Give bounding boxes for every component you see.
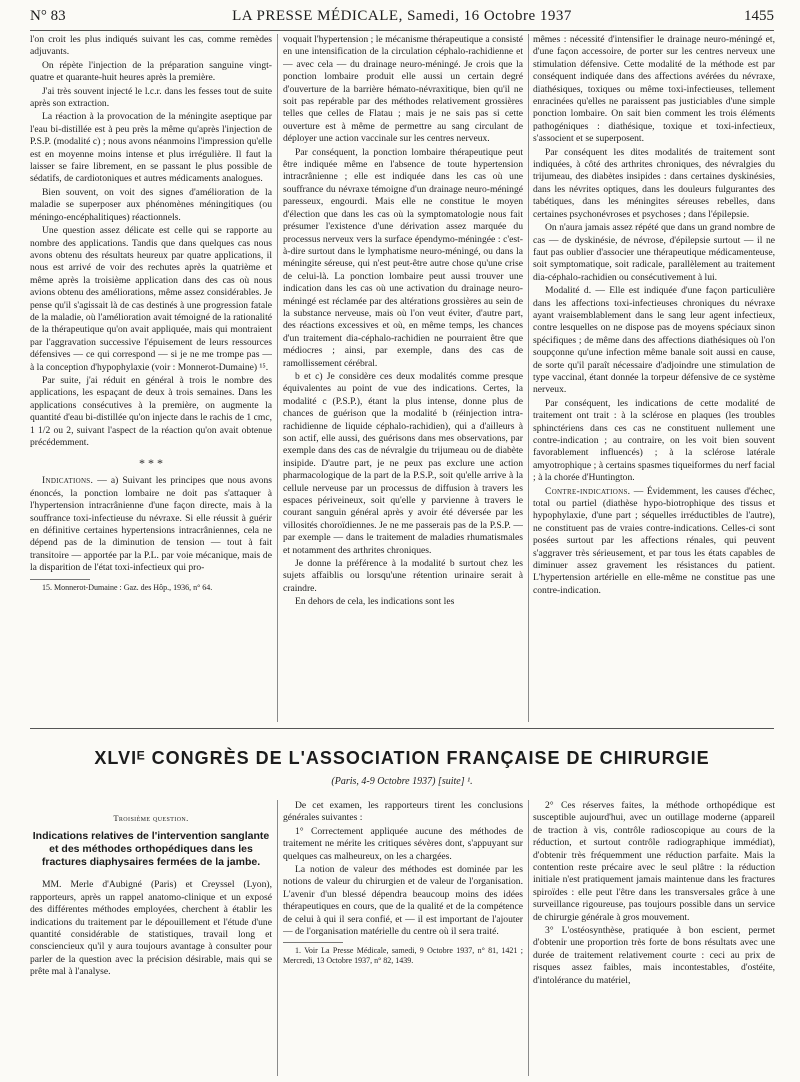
section-separator: * * * [139, 456, 163, 471]
footnote: 15. Monnerot-Dumaine : Gaz. des Hôp., 1936, n° 64. [42, 582, 213, 592]
footnote-rule [283, 942, 343, 943]
paragraph: J'ai très souvent injecté le l.c.r. dans les fesses tout de suite après son extraction. [30, 85, 272, 110]
issue-number: N° 83 [30, 8, 66, 24]
page-number: 1455 [744, 8, 774, 24]
paragraph: voquait l'hypertension ; le mécanisme thérapeutique a consisté en une intensification de la circulation céphalo-rachidienne et — avec cela — du drainage neuro-méningé. Je crois que la ponction lombaire produit elle aussi un certain degré d'ouverture de la barrière hémato-névraxitique, bien qu'il ne soit pas repérable par des méthodes relativement grossières telles que celles de Flatau ; mais je ne sais pas si cette ouverture est à même de permettre au sang circulant de déployer une action vaccinale sur les centres nerveux. [283, 34, 523, 145]
paragraph: Par conséquent, les indications de cette modalité de traitement ont trait : à la sclérose en plaques (les troubles sphinctériens dans ces cas ne constituent nullement une contre-indication ; au contraire, on les voit bien souvent favorablement influencés) ; à la sclérose latérale amyotrophique ; à certains spasmes tiqueiformes du nerf facial ; à la chorée d'Huntington. [533, 397, 775, 484]
question-label: Troisième question. [113, 813, 189, 823]
paragraph: Je donne la préférence à la modalité b surtout chez les sujets affaiblis ou lorsqu'une rétention urinaire serait à craindre. [283, 558, 523, 594]
paragraph: b et c) Je considère ces deux modalités comme presque équivalentes au point de vue des indications. Certes, la modalité c (P.S.P.), étant la plus intense, donne plus de chances de guérison que la modalité b (réinjection intra-rachidienne de liquide céphalo-rachidien), qui a d'ailleurs à son actif, elle aussi, des guérisons dans mes observations, par exemple dans des cas de névralgie du trijumeau ou de diabète insipide. D'autre part, je ne peux pas exclure une action pharmacologique de la part de la P.S.P., soit qu'elle arrive à la cellule nerveuse par un processus de diffusion à travers les espaces périveineux, soit qu'elle y parvienne à travers le courant sanguin général après y avoir été déversée par les villosités choroïdiennes. Je ne me passerais pas de la P.S.P. — par exemple — dans le traitement de maladies rhumatismales et notamment des arthrites chroniques. [283, 370, 523, 556]
paragraph: On répète l'injection de la préparation sanguine vingt-quatre et quarante-huit heures après la première. [30, 59, 272, 84]
congress-column-1 [30, 800, 272, 1076]
paragraph [533, 486, 775, 598]
paragraph: Par conséquent les dites modalités de traitement sont indiquées, à côté des arthrites chroniques, des névralgies du trijumeau, des diabètes insipides : dans certaines dyskinésies, dans les névrites optiques, dans les douleurs fulgurantes des tabétiques, dans les méningites séreuses rebelles, dans certaines psychonévroses et psychoses ; dans l'épilepsie. [533, 146, 775, 220]
paragraph: On n'aura jamais assez répété que dans un grand nombre de cas — de dyskinésie, de névrose, d'épilepsie surtout — il ne faut pas oublier d'associer une thérapeutique médicamenteuse, soit symptomatique, soit radicale, parallèlement au traitement dia-céphalo-rachidien ou consécutivement à lui. [533, 222, 775, 283]
paragraph: En dehors de cela, les indications sont les [295, 596, 455, 608]
paragraph [30, 475, 272, 574]
column-divider [277, 800, 278, 1076]
section-lead: Indications. [42, 475, 94, 487]
paragraph: Par conséquent, la ponction lombaire thérapeutique peut être indiquée même en l'absence de toute hypertension intracrânienne ; elle est indiquée dans les cas où une souffrance du névraxe témoigne d'un drainage neuro-méningé paresseux, engourdi. Mais elle ne constitue le moyen d'élection que dans les cas où la symptomatologie nous fait présumer l'existence d'une dérivation assez marquée du processus nerveux vers la surface épendymo-méningée : c'est-à-dire surtout dans le lymphatisme neuro-méningé, ou dans la méningite séreuse, qui n'est peut-être autre chose qu'une crise de celui-là. La ponction lombaire peut aussi trouver une indication dans les cas où une activation du drainage neuro-méningé est réclamée par des altérations grossières au sein de la substance nerveuse, mais où l'on veut éviter, d'autre part, des réactions excessives et où, en même temps, les chances d'un traitement dia-céphalo-rachidien ne pourraient être que médiocres ; ainsi, par exemple, dans des cas de ramollissement cérébral. [283, 146, 523, 369]
paragraph: La réaction à la provocation de la méningite aseptique par l'eau bi-distillée est à peu près la même qu'après l'injection de P.S.P. (modalité c) ; nous avons néanmoins l'impression qu'elle est en moyenne moins intense et plus irrégulière. Il faut la laisser se faire librement, en se passant le plus possible de sédatifs, de cardiotoniques et autres médicaments analogues. [30, 111, 272, 185]
column-divider [528, 34, 529, 722]
article-column-1 [30, 34, 272, 722]
paragraph: Par suite, j'ai réduit en général à trois le nombre des applications, les espaçant de deux à trois semaines. Dans les applications consécutives à la première, on augmente la quantité d'eau bi-distillée qu'on injecte dans le rachis de 1 cmc, 1 1/2 ou 2, suivant l'aspect de la réaction qu'on avait obtenue précédemment. [30, 374, 272, 448]
paragraph-text: — a) Suivant les principes que nous avons énoncés, la ponction lombaire ne doit pas s'attaquer à l'hypertension intracrânienne d'une façon directe, mais à la souffrance toxi-infectieuse du névraxe. Si elle réussit à guérir en définitive certaines hypertensions intracrâniennes, cela ne dépend pas de la diminution de tension — tout à fait transitoire — apportée par la P.L. par voie mécanique, mais de la disparition de l'état toxi-infectieux qui pro- [30, 475, 272, 574]
article-column-2 [283, 34, 523, 722]
section-lead: Contre-indications. [545, 485, 631, 497]
paragraph: Une question assez délicate est celle qui se rapporte au nombre des applications. Tandis que dans quelques cas nous avons obtenu des résultats heureux par quatre applications, il nous est arrivé de voir des rechutes après la quatrième et même après la troisième application dans des cas où nous avions obtenu des améliorations, même assez considérables. Je pense qu'il s'agissait là de cas destinés à une progression fatale de la maladie, où l'amélioration avait témoigné de la rationalité de la thérapeutique qu'on avait appliquée, mais qui montraient par l'aggravation successive l'épuisement de leurs ressources défensives — ce qui correspond — si je ne me trompe pas — à la conception d'hypophylaxie (voir : Monnerot-Dumaine) ¹⁵. [30, 225, 272, 373]
footnote-rule [30, 579, 90, 580]
article-column-3 [533, 34, 775, 722]
paragraph: La notion de valeur des méthodes est dominée par les notions de valeur du chirurgien et de valeur de l'organisation. L'avenir d'un blessé dépendra beaucoup moins des idées thérapeutiques en cours, que de la qualité et de la compétence de celui à qui il sera confié, et — il est important de l'ajouter — de l'organisation matérielle du centre où il sera traité. [283, 864, 523, 938]
congress-heading: XLVIᴱ CONGRÈS DE L'ASSOCIATION FRANÇAISE DE CHIRURGIE [94, 748, 710, 768]
paragraph: MM. Merle d'Aubigné (Paris) et Creyssel (Lyon), rapporteurs, après un rappel anatomo-clinique et un exposé des différentes méthodes employées, cherchent à établir les indications du traitement par le dépouillement et l'étude d'une quantité considérable de statistiques, travail long et consciencieux qu'il y aura toujours avantage à consulter pour parler de la question avec la précision désirable, mais qui se prête mal à l'analyse. [30, 879, 272, 978]
paragraph-text: — Évidemment, les causes d'échec, total ou partiel (diathèse hypo-biotrophique des tissus et hypophylaxie, d'une part ; séquelles irréductibles de l'autre), ne constituent pas de vraies contre-indications. Celles-ci sont posées surtout par les affections rénales, qui peuvent s'aggraver très sérieusement, et par tous les états capables de diminuer assez gravement les résistances du patient. L'hypertension artérielle en elle-même ne constitue pas une contre-indication. [533, 485, 775, 596]
section-rule [30, 728, 774, 729]
column-divider [528, 800, 529, 1076]
paragraph: l'on croit les plus indiqués suivant les cas, comme remèdes adjuvants. [30, 34, 272, 58]
paragraph: 3° L'ostéosynthèse, pratiquée à bon escient, permet d'obtenir une proportion très forte de bons résultats avec une durée de traitement relativement courte : ceci au prix de risques assez faibles, mais incontestables, d'ostéite, d'intolérance du matériel, [533, 925, 775, 986]
footnote: 1. Voir La Presse Médicale, samedi, 9 Octobre 1937, n° 81, 1421 ; Mercredi, 13 Octobre 1937, n° 82, 1439. [283, 946, 523, 966]
paragraph: mêmes : nécessité d'intensifier le drainage neuro-méningé et, d'une façon accessoire, de porter sur les centres nerveux une stimulation défensive. Cette modalité de la méthode est par conséquent indiquée dans des affections avérées du névraxe, diathésiques, toxiques ou même toxi-infectieuses, tellement enracinées qu'elles ne paraissent pas justiciables d'une simple ponction lombaire. On sait bien comment les trois éléments pathogéniques : diathésique, toxique et toxi-infectieux, s'associent et se superposent. [533, 34, 775, 145]
paragraph: Bien souvent, on voit des signes d'amélioration de la maladie se superposer aux phénomènes méningitiques (ou méningo-encéphalitiques) réactionnels. [30, 186, 272, 223]
congress-subheading: (Paris, 4-9 Octobre 1937) [suite] ¹. [331, 776, 473, 787]
congress-column-2 [283, 800, 523, 1076]
congress-column-3 [533, 800, 775, 1076]
paragraph: 2° Ces réserves faites, la méthode orthopédique est susceptible aujourd'hui, avec un outillage moderne (appareil de traction à vis, contrôle radioscopique au cours de la réduction, et surtout contrôle radiographique immédiat), d'obtenir très fréquemment une réduction parfaite. Mais la contention reste précaire avec le seul plâtre : la réduction initiale n'est pratiquement jamais maintenue dans les fractures spiroïdes : elle peut l'être dans les transversales grâce à une surveillance rigoureuse, pas toujours possible dans un service de chirurgie générale à gros mouvement. [533, 800, 775, 923]
column-divider [277, 34, 278, 722]
running-head [30, 8, 774, 31]
paragraph: 1° Correctement appliquée aucune des méthodes de traitement ne mérite les critiques sévères dont, s'appuyant sur quelques cas malheureux, on les a chargées. [283, 825, 523, 862]
journal-title: LA PRESSE MÉDICALE, Samedi, 16 Octobre 1937 [232, 8, 572, 24]
paragraph: Modalité d. — Elle est indiquée d'une façon particulière dans les affections toxi-infectieuses chroniques du névraxe ayant vraisemblablement dans le sang leur agent infectieux, contre lesquelles on ne dispose pas de moyens spéciaux sinon spécifiques ; de même dans des affections diathésiques où l'on soupçonne qu'une infection même banale soit aussi en cause, de sorte qu'il paraît nécessaire d'adjoindre une stimulation de type vaccinal, étant donnée la torpeur défensive de ce système nerveux. [533, 285, 775, 396]
paragraph: De cet examen, les rapporteurs tirent les conclusions générales suivantes : [283, 800, 523, 824]
question-title: Indications relatives de l'intervention sanglante et des méthodes orthopédiques dans les fractures diaphysaires fermées de la jambe. [32, 830, 270, 869]
